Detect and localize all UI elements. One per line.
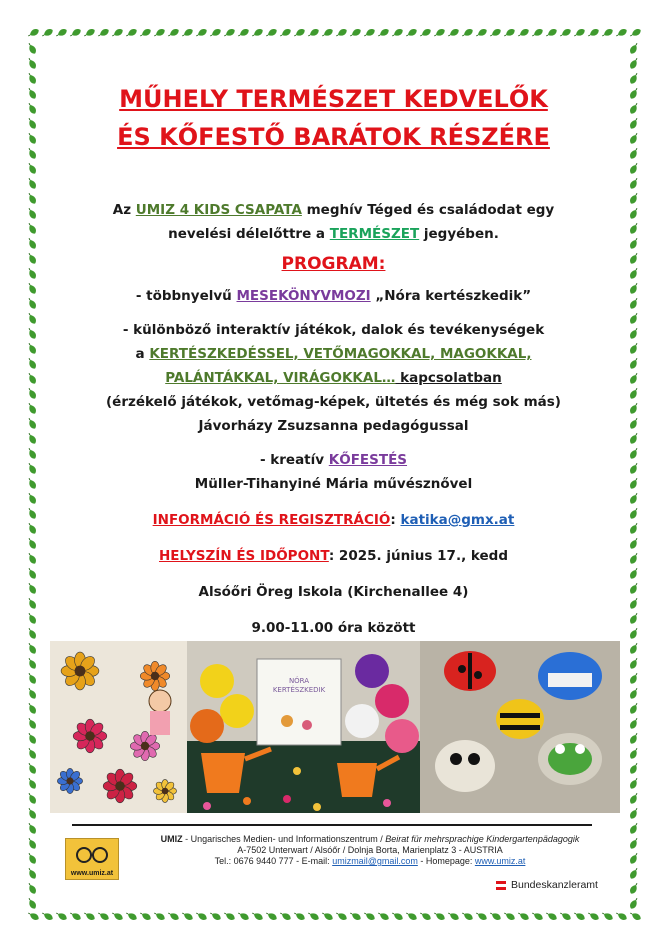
gardening-highlight-2: PALÁNTÁKKAL, VIRÁGOKKAL… — [165, 370, 396, 386]
stone-painting-highlight: KŐFESTÉS — [328, 452, 408, 468]
book-title-line-2: KERTÉSZKEDIK — [272, 686, 326, 694]
venue-date-line: HELYSZÍN ÉS IDŐPONT: 2025. június 17., kedd — [159, 548, 508, 564]
intro-line-2: nevelési délelőttre a TERMÉSZET jegyében. — [168, 226, 499, 242]
gardening-highlight-1: KERTÉSZKEDÉSSEL, VETŐMAGOKKAL, MAGOKKAL, — [149, 346, 532, 362]
intro-line-1: Az UMIZ 4 KIDS CSAPATA meghív Téged és családodat egy — [112, 202, 555, 218]
registration-line: INFORMÁCIÓ ÉS REGISZTRÁCIÓ: katika@gmx.at — [152, 512, 515, 528]
registration-label: INFORMÁCIÓ ÉS REGISZTRÁCIÓ — [152, 512, 391, 528]
program-item-games-line-3: PALÁNTÁKKAL, VIRÁGOKKAL… kapcsolatban — [165, 370, 502, 386]
flyer-content — [40, 80, 627, 640]
footer-address: A-7502 Unterwart / Alsóőr / Dolnja Borta, Marienplatz 3 - AUSTRIA — [237, 845, 503, 855]
nature-highlight: TERMÉSZET — [329, 226, 420, 242]
title-line-1: MŰHELY TERMÉSZET KEDVELŐK — [119, 85, 548, 113]
venue-date-label: HELYSZÍN ÉS IDŐPONT — [159, 548, 329, 564]
umiz-team-highlight: UMIZ 4 KIDS CSAPATA — [135, 202, 302, 218]
austria-flag-icon — [496, 881, 506, 890]
program-item-games-line-4: (érzékelő játékok, vetőmag-képek, ültetés és még sok más) — [106, 394, 561, 410]
footer-contact: Tel.: 0676 9440 777 - E-mail: umizmail@gmail.com - Homepage: www.umiz.at — [214, 856, 526, 866]
book-and-watering-cans-photo — [187, 641, 420, 813]
photo-strip — [50, 641, 620, 813]
program-item-storybook: - többnyelvű MESEKÖNYVMOZI „Nóra kertészkedik” — [135, 288, 532, 304]
program-heading: PROGRAM: — [281, 254, 386, 274]
program-item-games-line-5: Jávorházy Zsuzsanna pedagógussal — [198, 418, 469, 434]
footer-divider — [72, 824, 592, 826]
footer-email-link[interactable]: umizmail@gmail.com — [332, 856, 418, 866]
program-item-stone-painting: - kreatív KŐFESTÉS — [259, 452, 408, 468]
footer-homepage-link[interactable]: www.umiz.at — [474, 856, 526, 866]
program-item-games-line-2: a KERTÉSZKEDÉSSEL, VETŐMAGOKKAL, MAGOKKAL, — [135, 346, 532, 362]
children-drawing-photo — [50, 641, 187, 813]
umiz-logo: www.umiz.at — [65, 838, 119, 880]
glasses-icon — [66, 839, 118, 867]
book-title-line-1: NÓRA — [288, 677, 310, 685]
bundeskanzleramt-logo: Bundeskanzleramt — [496, 879, 598, 891]
storybook-cinema-highlight: MESEKÖNYVMOZI — [236, 288, 371, 304]
registration-email-link[interactable]: katika@gmx.at — [400, 512, 515, 528]
painted-stones-photo — [420, 641, 620, 813]
footer-info — [150, 834, 590, 867]
title-line-2: ÉS KŐFESTŐ BARÁTOK RÉSZÉRE — [117, 123, 550, 151]
event-time: 9.00-11.00 óra között — [251, 620, 416, 636]
venue-address: Alsóőri Öreg Iskola (Kirchenallee 4) — [198, 584, 469, 600]
program-item-games-line-1: - különböző interaktív játékok, dalok és tevékenységek — [122, 322, 545, 338]
program-item-stone-painting-line-2: Müller-Tihanyiné Mária művésznővel — [194, 476, 473, 492]
footer-org-line: UMIZ - Ungarisches Medien- und Informationszentrum / Beirat für mehrsprachige Kindergartenpädagogik — [160, 834, 580, 844]
